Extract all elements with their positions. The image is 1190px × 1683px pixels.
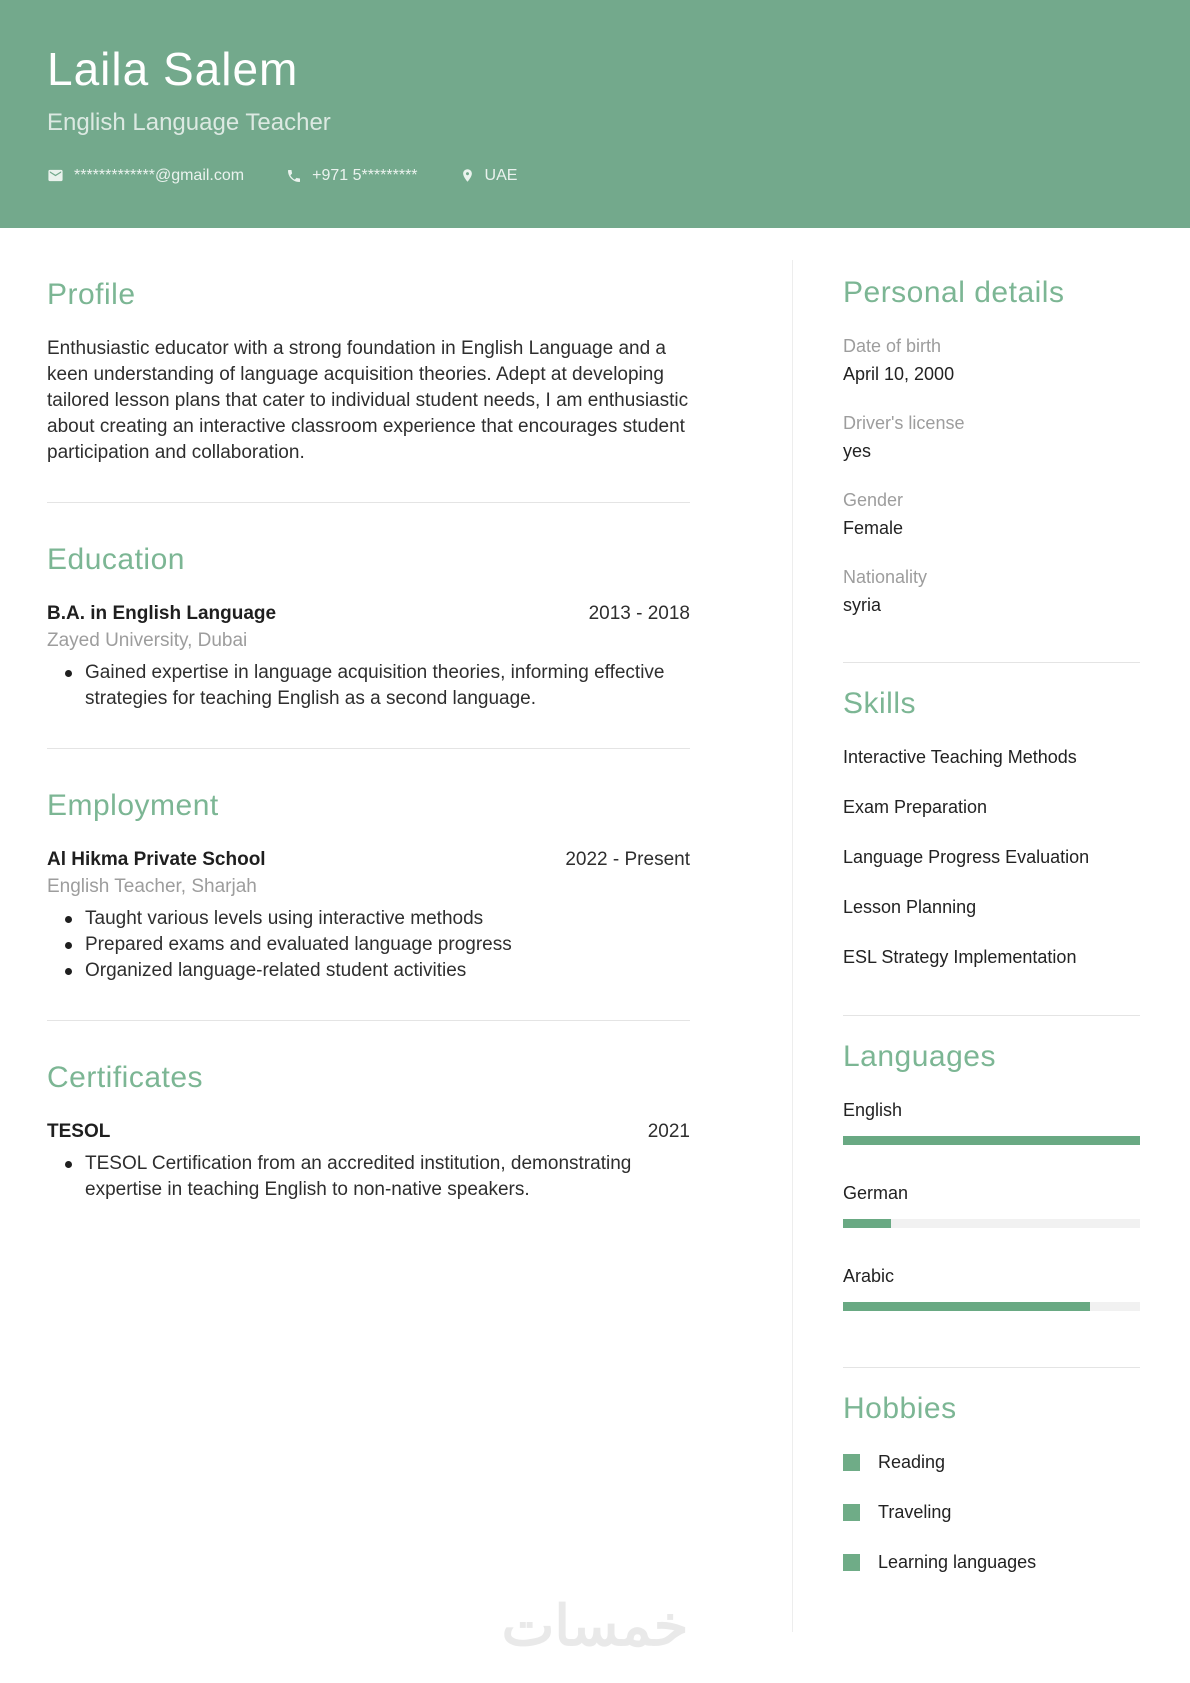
hobby-item	[843, 1452, 1140, 1473]
education-degree: B.A. in English Language	[47, 603, 277, 624]
khamsat-watermark-logo: خمسات	[501, 1594, 689, 1657]
language-name: Arabic	[843, 1266, 895, 1286]
skill-item: Language Progress Evaluation	[843, 847, 1090, 867]
person-name: Laila Salem	[47, 43, 299, 95]
profile-heading: Profile	[47, 278, 136, 311]
bullet-item: Gained expertise in language acquisition theories, informing effective strategies for teaching English as a second language.	[47, 660, 690, 712]
employment-entry	[47, 847, 690, 984]
detail-value: syria	[843, 595, 882, 615]
section-languages	[843, 1015, 1140, 1367]
phone-icon	[286, 168, 302, 184]
employment-role: English Teacher, Sharjah	[47, 876, 257, 897]
skill-item: ESL Strategy Implementation	[843, 947, 1077, 967]
language-item	[843, 1266, 1140, 1311]
bullet-item: Organized language-related student activities	[47, 958, 690, 984]
detail-label: Date of birth	[843, 336, 942, 356]
language-name: English	[843, 1100, 903, 1120]
certificate-entry-head	[47, 1119, 690, 1145]
contact-phone	[286, 167, 417, 185]
location-pin-icon	[460, 167, 475, 184]
language-level-bar	[843, 1136, 1140, 1145]
hobby-label: Traveling	[878, 1502, 952, 1522]
personal-details-heading: Personal details	[843, 276, 1065, 309]
languages-heading: Languages	[843, 1040, 996, 1073]
bullet-item: Prepared exams and evaluated language progress	[47, 932, 690, 958]
contact-phone-text: +971 5*********	[312, 166, 418, 184]
employment-dates: 2022 - Present	[565, 849, 690, 870]
contact-location-text: UAE	[484, 166, 518, 184]
education-institution: Zayed University, Dubai	[47, 630, 248, 651]
main-column	[47, 228, 690, 1632]
education-bullets	[47, 660, 690, 712]
language-level-track	[843, 1219, 1140, 1228]
contact-location	[460, 167, 518, 185]
section-hobbies	[843, 1367, 1140, 1620]
bullet-item: TESOL Certification from an accredited institution, demonstrating expertise in teaching English to non-native speakers.	[47, 1151, 690, 1203]
hobby-label: Learning languages	[878, 1552, 1037, 1572]
profile-text: Enthusiastic educator with a strong foundation in English Language and a keen understanding of language acquisition theories. Adept at developing tailored lesson plans that cater to individual student needs, I am enthusiastic about creating an interactive classroom experience that encourages student participation and collaboration.	[47, 338, 689, 463]
certificate-bullets	[47, 1151, 690, 1203]
detail-value: Female	[843, 518, 904, 538]
language-level-track	[843, 1302, 1140, 1311]
skills-list	[843, 747, 1140, 968]
body-columns	[0, 228, 1190, 1632]
education-entry	[47, 601, 690, 712]
certificate-entry	[47, 1119, 690, 1203]
contact-email	[47, 167, 244, 185]
hobby-item	[843, 1552, 1140, 1573]
square-bullet-icon	[843, 1454, 860, 1471]
personal-detail-item	[843, 567, 1140, 616]
section-employment	[47, 748, 690, 1020]
skill-item: Exam Preparation	[843, 797, 988, 817]
hobby-label: Reading	[878, 1452, 946, 1472]
detail-label: Nationality	[843, 567, 928, 587]
language-name: German	[843, 1183, 909, 1203]
personal-detail-item	[843, 413, 1140, 462]
language-item	[843, 1100, 1140, 1145]
contact-row	[47, 167, 1140, 185]
detail-label: Driver's license	[843, 413, 965, 433]
hobbies-heading: Hobbies	[843, 1392, 957, 1425]
employment-heading: Employment	[47, 789, 219, 822]
employment-employer: Al Hikma Private School	[47, 849, 266, 870]
envelope-icon	[47, 167, 64, 184]
section-profile	[47, 228, 690, 502]
hobby-item	[843, 1502, 1140, 1523]
personal-detail-item	[843, 336, 1140, 385]
person-job-title: English Language Teacher	[47, 108, 331, 136]
skill-item: Lesson Planning	[843, 897, 977, 917]
education-entry-head	[47, 601, 690, 627]
language-level-bar	[843, 1302, 1090, 1311]
certificates-heading: Certificates	[47, 1061, 204, 1094]
detail-value: April 10, 2000	[843, 364, 955, 384]
employment-entry-head	[47, 847, 690, 873]
certificate-dates: 2021	[647, 1121, 690, 1142]
detail-label: Gender	[843, 490, 904, 510]
section-certificates	[47, 1020, 690, 1239]
certificate-name: TESOL	[47, 1121, 111, 1142]
education-heading: Education	[47, 543, 185, 576]
personal-detail-item	[843, 490, 1140, 539]
bullet-item: Taught various levels using interactive methods	[47, 906, 690, 932]
square-bullet-icon	[843, 1554, 860, 1571]
language-level-bar	[843, 1219, 891, 1228]
language-item	[843, 1183, 1140, 1228]
header	[0, 0, 1190, 228]
contact-email-text: *************@gmail.com	[74, 166, 245, 184]
section-education	[47, 502, 690, 748]
section-personal-details	[843, 260, 1140, 662]
section-skills	[843, 662, 1140, 1015]
skill-item: Interactive Teaching Methods	[843, 747, 1077, 767]
skills-heading: Skills	[843, 687, 917, 720]
education-dates: 2013 - 2018	[588, 603, 690, 624]
language-level-track	[843, 1136, 1140, 1145]
employment-bullets	[47, 906, 690, 984]
square-bullet-icon	[843, 1504, 860, 1521]
detail-value: yes	[843, 441, 872, 461]
side-column	[792, 260, 1140, 1632]
